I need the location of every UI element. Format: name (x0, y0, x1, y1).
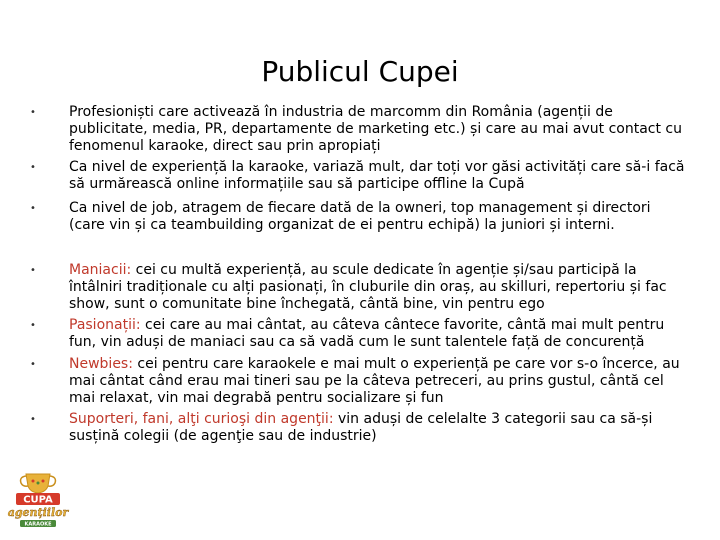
bullet-marker: • (30, 162, 36, 173)
logo-text-karaoke: KARAOKE (24, 521, 52, 528)
bullet-marker: • (30, 359, 36, 370)
category-description: cei care au mai cântat, au câteva cântece favorite, cântă mai mult pentru fun, vin aduși de maniaci sau ca să vadă cum le sunt talentele față de concurență (69, 317, 665, 350)
bullet-text: Ca nivel de job, atragem de fiecare dată de la owneri, top management și directori (care vin și ca teambuilding organizat de ei pentru echipă) la juniori și interni. (69, 200, 651, 233)
bullet-marker: • (30, 320, 36, 331)
category-description: vin aduși de celelalte 3 categorii sau ca să-și susțină colegii (de agenţie sau de industrie) (69, 411, 653, 444)
bullet-text: Ca nivel de experiență la karaoke, variază mult, dar toți vor găsi activități care să-i facă să urmărească online informațiile sau să participe offline la Cupă (69, 159, 685, 192)
cupa-agentiilor-logo (6, 470, 70, 534)
category-label-suporteri: Suporteri, fani, alţi curioşi din agenţii: (69, 411, 334, 427)
logo-text-cupa: CUPA (23, 494, 53, 506)
bullet-text (69, 356, 689, 407)
category-label-maniacii: Maniacii: (69, 262, 132, 278)
logo-text-agentiilor: agențiilor (7, 506, 69, 519)
bullet-marker: • (30, 265, 36, 276)
bullet-marker: • (30, 107, 36, 118)
bullet-text (69, 411, 689, 445)
bullet-text (69, 317, 689, 351)
slide-title: Publicul Cupei (261, 54, 459, 88)
bullet-text (69, 262, 689, 313)
category-description: cei cu multă experiență, au scule dedicate în agenție și/sau participă la întâlniri tradiționale cu alți pasionați, în cluburile din oraș, au skilluri, repertoriu și fac show, sunt o comunitate bine închegată, cântă bine, vin pentru ego (69, 262, 667, 312)
bullet-marker: • (30, 414, 36, 425)
category-description: cei pentru care karaokele e mai mult o experiență pe care vor s-o încerce, au mai cântat când erau mai tineri sau pe la câteva petreceri, au prins gustul, cântă cel mai relaxat, vin mai degrabă pentru socializare și fun (69, 356, 680, 406)
bullet-marker: • (30, 203, 36, 214)
bullet-text: Profesioniști care activează în industria de marcomm din România (agenții de publicitate, media, PR, departamente de marketing etc.) și care au mai avut contact cu fenomenul karaoke, direct sau prin apropiați (69, 104, 682, 154)
category-label-newbies: Newbies: (69, 356, 133, 372)
category-label-pasionatii: Pasionații: (69, 317, 141, 333)
